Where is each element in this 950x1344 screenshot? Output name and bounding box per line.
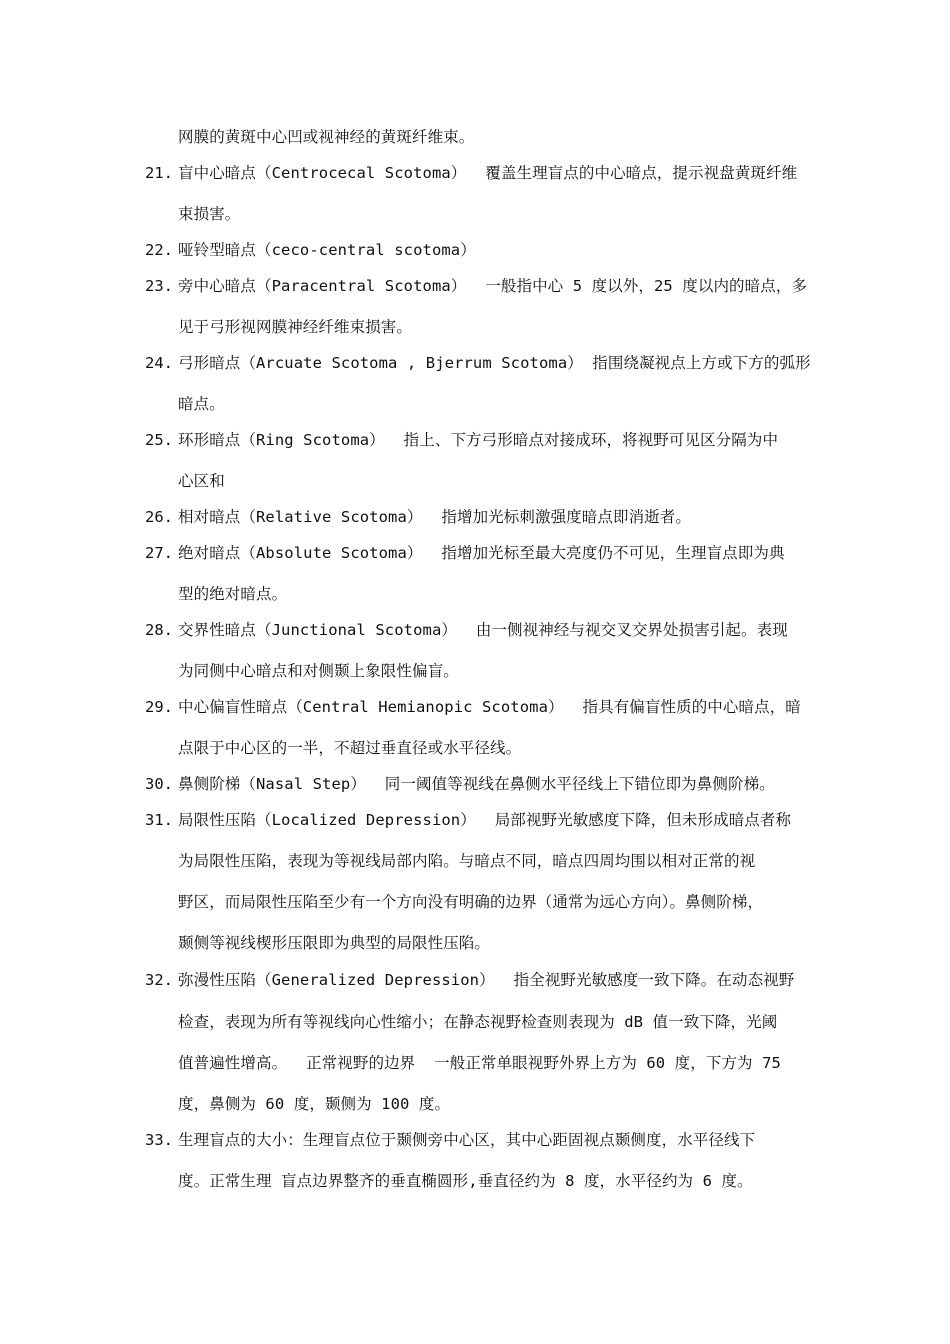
- text-line: 心区和: [178, 472, 225, 490]
- text-line: 鼻侧阶梯（Nasal Step） 同一阈值等视线在鼻侧水平径线上下错位即为鼻侧阶梯。: [178, 775, 775, 793]
- item-number: 32.: [145, 971, 173, 989]
- text-line: 旁中心暗点（Paracentral Scotoma） 一般指中心 5 度以外，25 度以内的暗点，多: [178, 277, 808, 295]
- text-line: 见于弓形视网膜神经纤维束损害。: [178, 318, 413, 336]
- text-line: 野区，而局限性压陷至少有一个方向没有明确的边界（通常为远心方向）。鼻侧阶梯，: [178, 893, 764, 911]
- item-number: 22.: [145, 241, 173, 259]
- text-line: 弥漫性压陷（Generalized Depression） 指全视野光敏感度一致下降。在动态视野: [178, 971, 795, 989]
- text-line: 中心偏盲性暗点（Central Hemianopic Scotoma） 指具有偏盲性质的中心暗点，暗: [178, 698, 801, 716]
- text-line: 弓形暗点（Arcuate Scotoma , Bjerrum Scotoma） 指围绕凝视点上方或下方的弧形: [178, 354, 811, 372]
- item-number: 31.: [145, 811, 173, 829]
- item-number: 28.: [145, 621, 173, 639]
- text-line: 生理盲点的大小：生理盲点位于颞侧旁中心区，其中心距固视点颞侧度，水平径线下: [178, 1131, 756, 1149]
- text-line: 点限于中心区的一半，不超过垂直径或水平径线。: [178, 739, 522, 757]
- text-line: 绝对暗点（Absolute Scotoma） 指增加光标至最大亮度仍不可见，生理盲点即为典: [178, 544, 785, 562]
- item-number: 25.: [145, 431, 173, 449]
- item-number: 24.: [145, 354, 173, 372]
- text-line: 局限性压陷（Localized Depression） 局部视野光敏感度下降，但未形成暗点者称: [178, 811, 792, 829]
- text-line: 环形暗点（Ring Scotoma） 指上、下方弓形暗点对接成环，将视野可见区分隔为中: [178, 431, 779, 449]
- text-line: 颞侧等视线楔形压限即为典型的局限性压陷。: [178, 934, 491, 952]
- item-number: 27.: [145, 544, 173, 562]
- text-line: 束损害。: [178, 205, 241, 223]
- text-line: 哑铃型暗点（ceco-central scotoma）: [178, 241, 476, 259]
- text-line: 相对暗点（Relative Scotoma） 指增加光标刺激强度暗点即消逝者。: [178, 508, 691, 526]
- text-line: 度。正常生理 盲点边界整齐的垂直椭圆形,垂直径约为 8 度，水平径约为 6 度。: [178, 1172, 753, 1190]
- text-line: 盲中心暗点（Centrocecal Scotoma） 覆盖生理盲点的中心暗点，提示视盘黄斑纤维: [178, 164, 798, 182]
- item-number: 21.: [145, 164, 173, 182]
- item-number: 26.: [145, 508, 173, 526]
- text-line: 暗点。: [178, 395, 225, 413]
- text-line: 检查，表现为所有等视线向心性缩小；在静态视野检查则表现为 dB 值一致下降，光阈: [178, 1013, 778, 1031]
- text-line: 网膜的黄斑中心凹或视神经的黄斑纤维束。: [178, 128, 475, 146]
- item-number: 30.: [145, 775, 173, 793]
- item-number: 29.: [145, 698, 173, 716]
- text-line: 为局限性压陷，表现为等视线局部内陷。与暗点不同，暗点四周均围以相对正常的视: [178, 852, 756, 870]
- item-number: 23.: [145, 277, 173, 295]
- text-line: 为同侧中心暗点和对侧颞上象限性偏盲。: [178, 662, 459, 680]
- text-line: 交界性暗点（Junctional Scotoma） 由一侧视神经与视交叉交界处损害引起。表现: [178, 621, 788, 639]
- text-line: 度，鼻侧为 60 度，颞侧为 100 度。: [178, 1095, 451, 1113]
- item-number: 33.: [145, 1131, 173, 1149]
- text-line: 型的绝对暗点。: [178, 585, 288, 603]
- text-line: 值普遍性增高。 正常视野的边界 一般正常单眼视野外界上方为 60 度，下方为 75: [178, 1054, 781, 1072]
